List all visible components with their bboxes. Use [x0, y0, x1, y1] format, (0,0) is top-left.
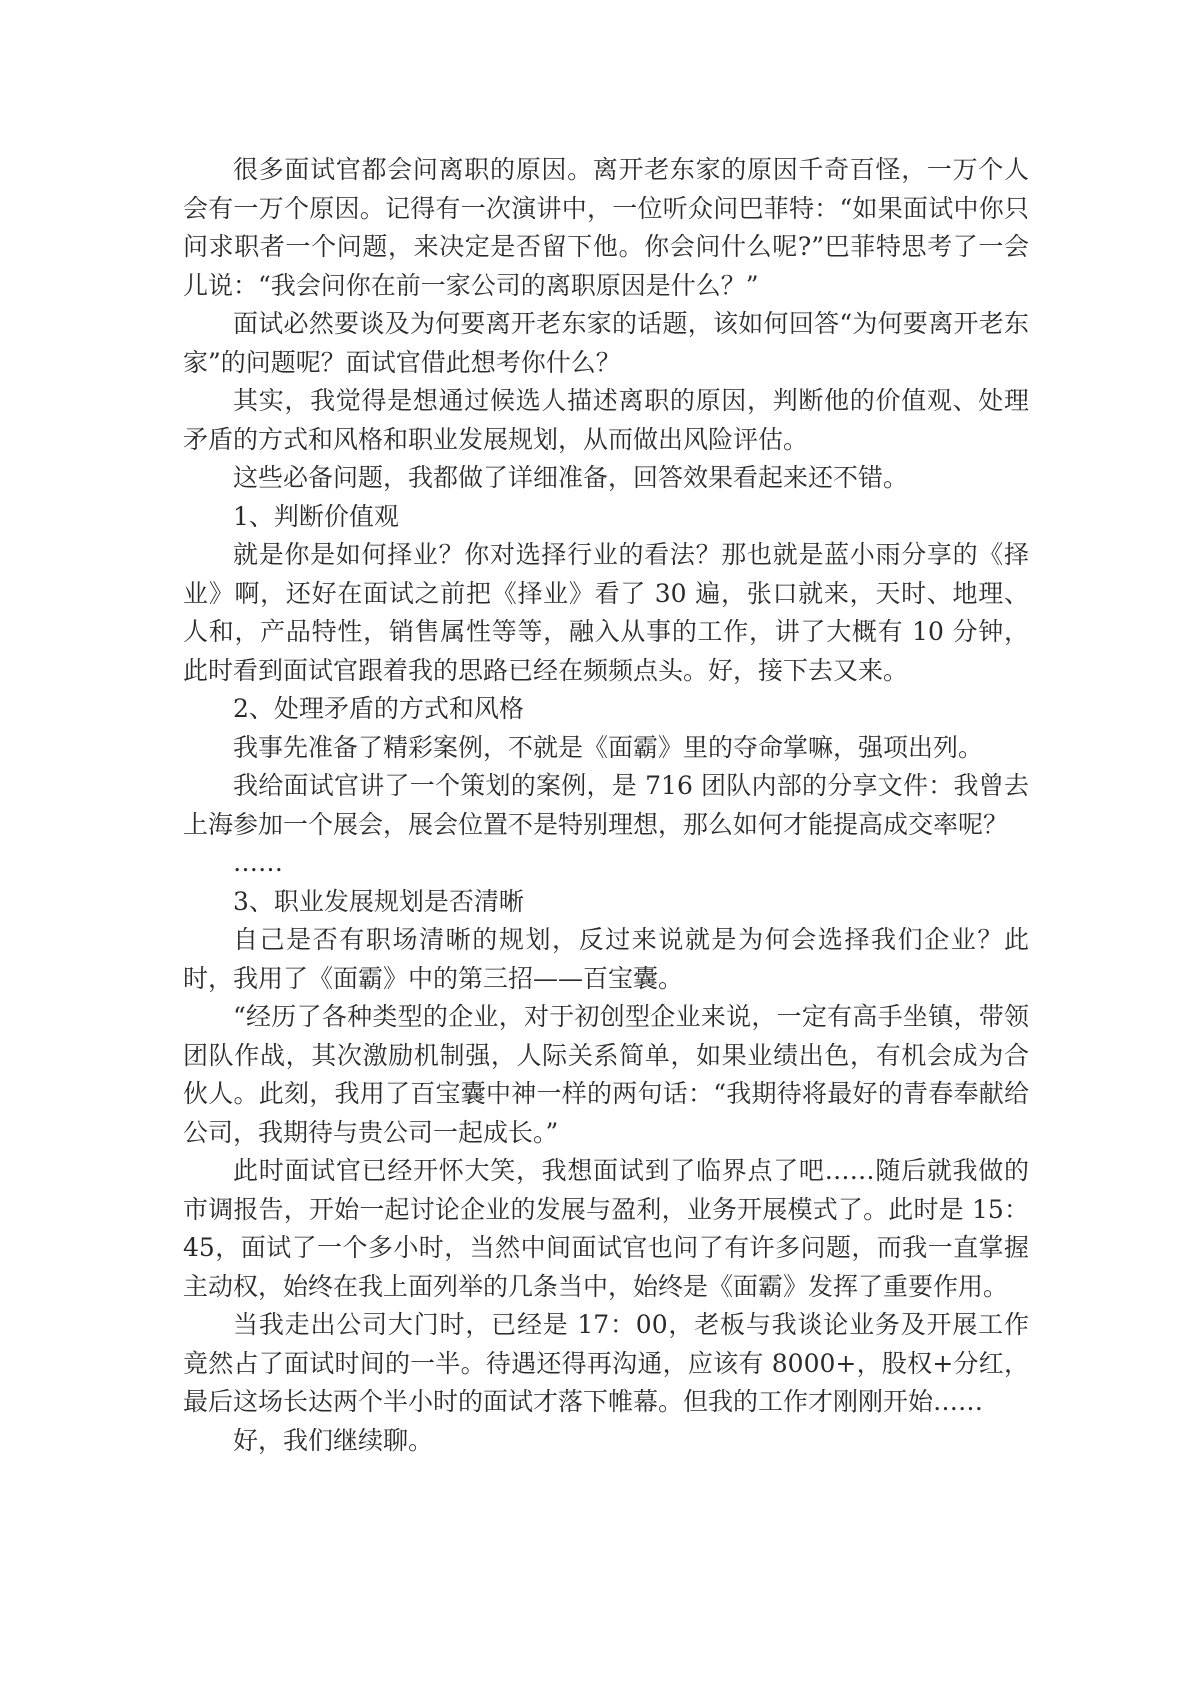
- paragraph-interview-progress: 此时面试官已经开怀大笑，我想面试到了临界点了吧……随后就我做的市调报告，开始一起讨论企业的发展与盈利，业务开展模式了。此时是 15：45，面试了一个多小时，当然中间面试官也问了有许多问题，而我一直掌握主动权，始终在我上面列举的几条当中，始终是《面霸》发挥了重要作用。: [183, 1156, 1029, 1301]
- paragraph-values: 就是你是如何择业？你对选择行业的看法？那也就是蓝小雨分享的《择业》啊，还好在面试之前把《择业》看了 30 遍，张口就来，天时、地理、人和，产品特性，销售属性等等，融入从事的工作，讲了大概有 10 分钟，此时看到面试官跟着我的思路已经在频频点头。好，接下去又来。: [183, 540, 1029, 685]
- section-heading-conflict: 2、处理矛盾的方式和风格: [233, 694, 524, 723]
- paragraph-quote: “经历了各种类型的企业，对于初创型企业来说，一定有高手坐镇，带领团队作战，其次激励机制强，人际关系简单，如果业绩出色，有机会成为合伙人。此刻，我用了百宝囊中神一样的两句话：“我期待将最好的青春奉献给公司，我期待与贵公司一起成长。”: [183, 1002, 1029, 1147]
- paragraph-answer: 其实，我觉得是想通过候选人描述离职的原因，判断他的价值观、处理矛盾的方式和风格和职业发展规划，从而做出风险评估。: [183, 386, 1029, 454]
- paragraph-conflict-case: 我事先准备了精彩案例，不就是《面霸》里的夺命掌嘛，强项出列。: [233, 732, 984, 762]
- paragraph-career: 自己是否有职场清晰的规划，反过来说就是为何会选择我们企业？此时，我用了《面霸》中的第三招——百宝囊。: [183, 925, 1029, 993]
- document-body: [183, 151, 1029, 1460]
- section-heading-career: 3、职业发展规划是否清晰: [233, 886, 524, 916]
- paragraph-question: 面试必然要谈及为何要离开老东家的话题，该如何回答“为何要离开老东家”的问题呢？面试官借此想考你什么？: [183, 309, 1029, 377]
- paragraph-conclusion: 当我走出公司大门时，已经是 17：00，老板与我谈论业务及开展工作竟然占了面试时间的一半。待遇还得再沟通，应该有 8000+，股权+分红，最后这场长达两个半小时的面试才落下帷幕。但我的工作才刚刚开始……: [183, 1310, 1029, 1416]
- paragraph-intro: 很多面试官都会问离职的原因。离开老东家的原因千奇百怪，一万个人会有一万个原因。记得有一次演讲中，一位听众问巴菲特：“如果面试中你只问求职者一个问题，来决定是否留下他。你会问什么呢?”巴菲特思考了一会儿说：“我会问你在前一家公司的离职原因是什么？”: [183, 155, 1029, 300]
- section-heading-values: 1、判断价值观: [233, 501, 399, 531]
- paragraph-planning-case: 我给面试官讲了一个策划的案例，是 716 团队内部的分享文件：我曾去上海参加一个展会，展会位置不是特别理想，那么如何才能提高成交率呢？: [183, 771, 1029, 839]
- paragraph-preparation: 这些必备问题，我都做了详细准备，回答效果看起来还不错。: [233, 463, 909, 492]
- paragraph-closing: 好，我们继续聊。: [233, 1425, 434, 1455]
- paragraph-ellipsis: ……: [233, 848, 283, 877]
